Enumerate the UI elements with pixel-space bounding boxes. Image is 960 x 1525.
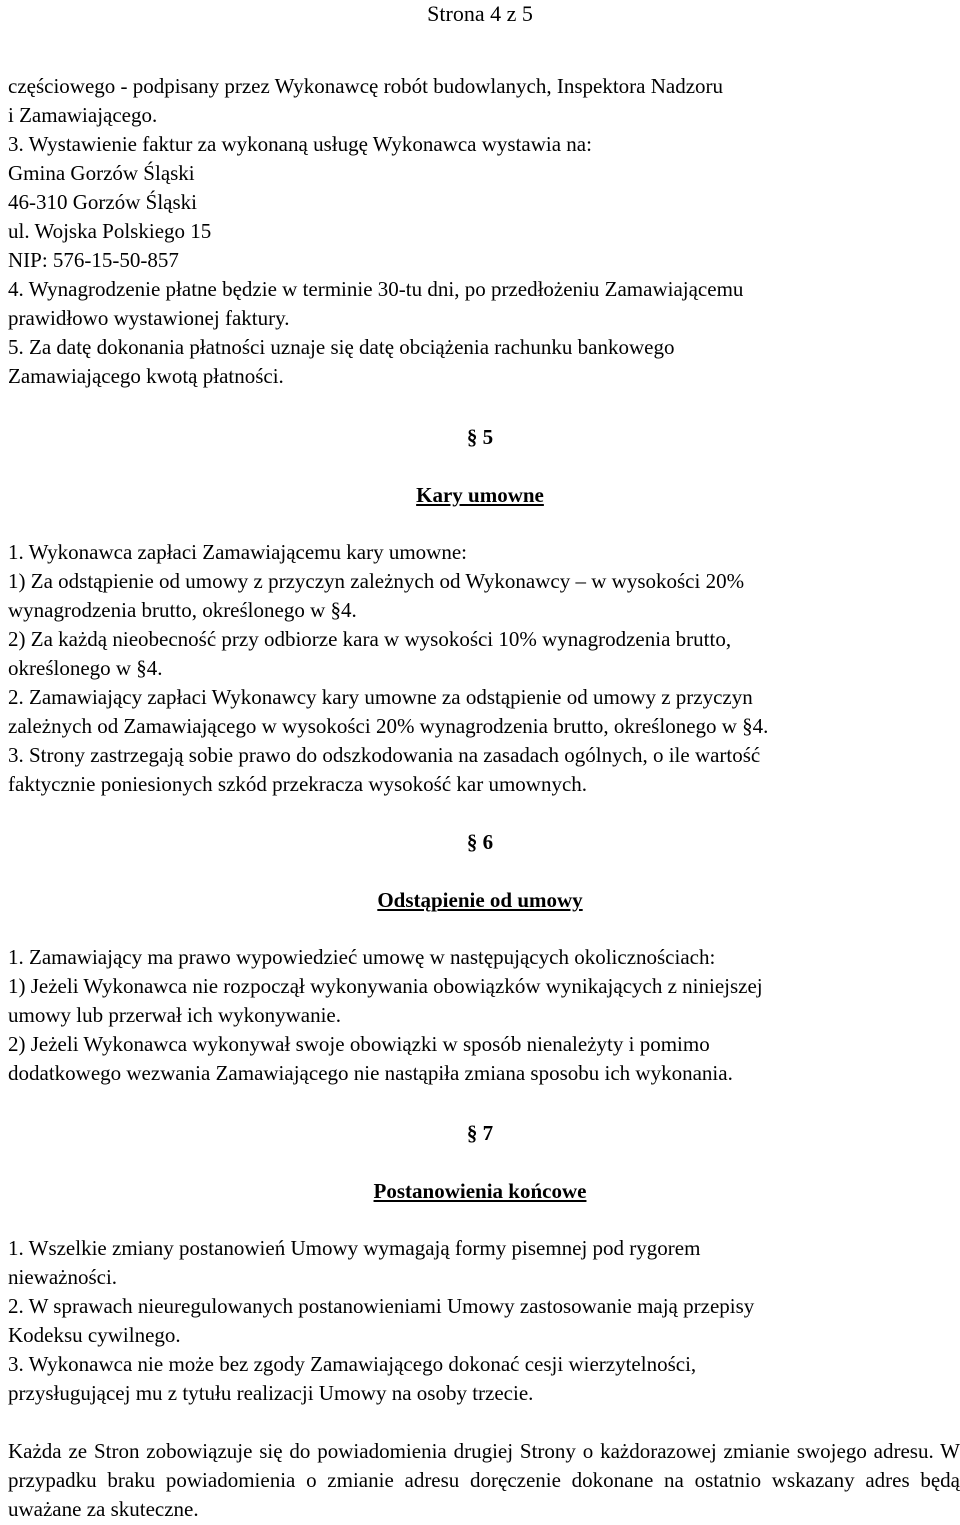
invoice-recipient-postal: 46-310 Gorzów Śląski	[8, 190, 197, 214]
section-6-title-wrap	[0, 886, 960, 915]
invoice-recipient-street: ul. Wojska Polskiego 15	[8, 219, 212, 243]
section-5-line-8: 3. Strony zastrzegają sobie prawo do odszkodowania na zasadach ogólnych, o ile wartość	[8, 743, 761, 767]
section-5-line-7: zależnych od Zamawiającego w wysokości 20% wynagrodzenia brutto, określonego w §4.	[8, 714, 769, 738]
intro-line-3: 3. Wystawienie faktur za wykonaną usługę Wykonawca wystawia na:	[8, 132, 592, 156]
section-5-line-9: faktycznie poniesionych szkód przekracza wysokość kar umownych.	[8, 772, 588, 796]
intro-line-9: prawidłowo wystawionej faktury.	[8, 306, 290, 330]
intro-line-8: 4. Wynagrodzenie płatne będzie w terminie 30-tu dni, po przedłożeniu Zamawiającemu	[8, 277, 744, 301]
section-7-title-wrap	[0, 1177, 960, 1206]
invoice-recipient-name: Gmina Gorzów Śląski	[8, 161, 195, 185]
section-5-title-wrap	[0, 481, 960, 510]
intro-line-11: Zamawiającego kwotą płatności.	[8, 364, 284, 388]
section-7-line-5: 3. Wykonawca nie może bez zgody Zamawiającego dokonać cesji wierzytelności,	[8, 1352, 697, 1376]
section-7-line-6: przysługującej mu z tytułu realizacji Umowy na osoby trzecie.	[8, 1381, 534, 1405]
section-7-line-2: nieważności.	[8, 1265, 118, 1289]
section-5-line-1: 1. Wykonawca zapłaci Zamawiającemu kary umowne:	[8, 540, 467, 564]
intro-section	[8, 72, 958, 391]
intro-line-2: i Zamawiającego.	[8, 103, 158, 127]
section-6-line-3: umowy lub przerwał ich wykonywanie.	[8, 1003, 341, 1027]
intro-line-10: 5. Za datę dokonania płatności uznaje się datę obciążenia rachunku bankowego	[8, 335, 675, 359]
section-6-number: § 6	[466, 830, 494, 854]
intro-line-1: częściowego - podpisany przez Wykonawcę robót budowlanych, Inspektora Nadzoru	[8, 74, 724, 98]
page-number-header: Strona 4 z 5	[427, 1, 533, 26]
section-7-number: § 7	[466, 1121, 494, 1145]
final-paragraph: Każda ze Stron zobowiązuje się do powiadomienia drugiej Strony o każdorazowej zmianie swojego adresu. W przypadku braku powiadomienia o zmianie adresu doręczenie dokonane na ostatnio wskazany adres będą uważane za skuteczne.	[8, 1439, 960, 1521]
section-6-line-1: 1. Zamawiający ma prawo wypowiedzieć umowę w następujących okolicznościach:	[8, 945, 716, 969]
section-5-line-3: wynagrodzenia brutto, określonego w §4.	[8, 598, 357, 622]
section-5-line-6: 2. Zamawiający zapłaci Wykonawcy kary umowne za odstąpienie od umowy z przyczyn	[8, 685, 753, 709]
section-5-number: § 5	[466, 425, 494, 449]
section-7-line-4: Kodeksu cywilnego.	[8, 1323, 181, 1347]
section-6-title: Odstąpienie od umowy	[377, 888, 583, 912]
section-6-line-4: 2) Jeżeli Wykonawca wykonywał swoje obowiązki w sposób nienależyty i pomimo	[8, 1032, 710, 1056]
section-5-line-2: 1) Za odstąpienie od umowy z przyczyn zależnych od Wykonawcy – w wysokości 20%	[8, 569, 745, 593]
section-5-body	[8, 538, 958, 799]
section-6-body	[8, 943, 958, 1088]
section-7-title: Postanowienia końcowe	[373, 1179, 587, 1203]
section-5-line-4: 2) Za każdą nieobecność przy odbiorze kara w wysokości 10% wynagrodzenia brutto,	[8, 627, 732, 651]
invoice-recipient-nip: NIP: 576-15-50-857	[8, 248, 179, 272]
section-6-line-2: 1) Jeżeli Wykonawca nie rozpoczął wykonywania obowiązków wynikających z niniejszej	[8, 974, 763, 998]
section-5-title: Kary umowne	[416, 483, 544, 507]
section-7-line-3: 2. W sprawach nieuregulowanych postanowieniami Umowy zastosowanie mają przepisy	[8, 1294, 755, 1318]
section-5-line-5: określonego w §4.	[8, 656, 163, 680]
section-6-line-5: dodatkowego wezwania Zamawiającego nie nastąpiła zmiana sposobu ich wykonania.	[8, 1061, 733, 1085]
section-7-body	[8, 1234, 958, 1408]
section-7-line-1: 1. Wszelkie zmiany postanowień Umowy wymagają formy pisemnej pod rygorem	[8, 1236, 701, 1260]
